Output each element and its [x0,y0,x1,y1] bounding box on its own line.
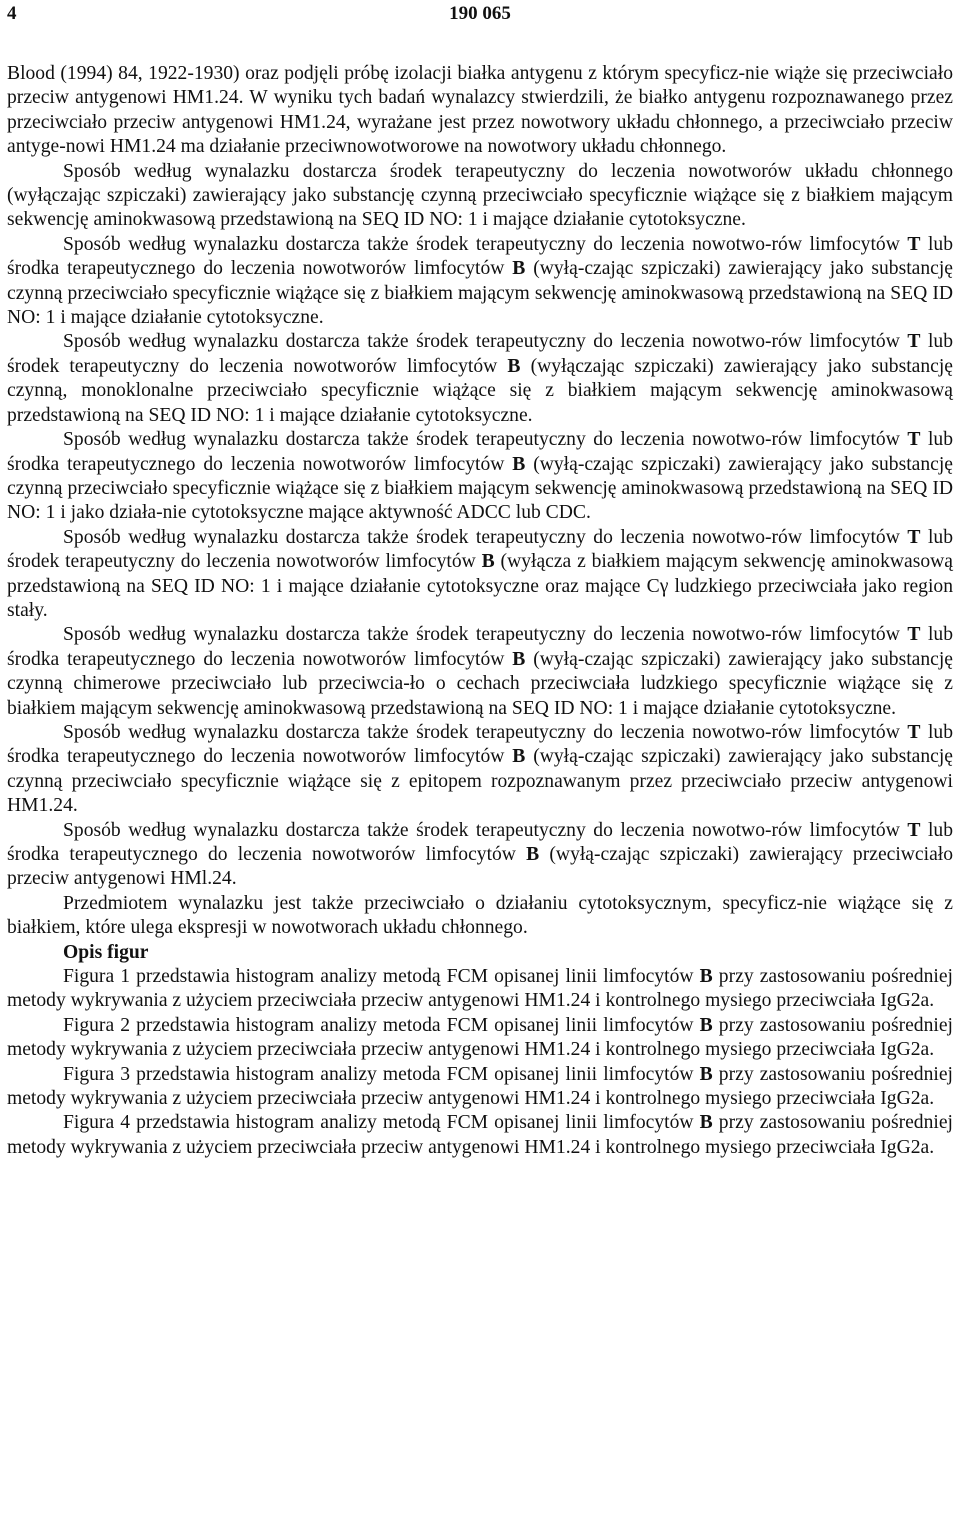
paragraph: Sposób według wynalazku dostarcza także środek terapeutyczny do leczenia nowotwo-rów limfocytów T lub środka terapeutycznego do leczenia nowotworów limfocytów B (wyłą-czając szpiczaki) zawierający jako substancję czynną chimerowe przeciwciało lub przeciwcia-ło o cechach przeciwciała ludzkiego specyficznie wiążące się z białkiem mającym sekwencję aminokwasową przedstawioną na SEQ ID NO: 1 i mające działanie cytotoksyczne. [7,624,954,719]
document-body [7,62,953,1160]
paragraph: Sposób według wynalazku dostarcza także środek terapeutyczny do leczenia nowotwo-rów limfocytów T lub środek terapeutyczny do leczenia nowotworów limfocytów B (wyłącza z białkiem mającym sekwencję aminokwasową przedstawioną na SEQ ID NO: 1 i mające działanie cytotoksyczne oraz mające Cγ ludzkiego przeciwciała jako region stały. [7,526,954,621]
page-header [7,0,953,30]
figure-description: Figura 1 przedstawia histogram analizy metodą FCM opisanej linii limfocytów B przy zastosowaniu pośredniej metody wykrywania z użyciem przeciwciała przeciw antygenowi HM1.24 i kontrolnego mysiego przeciwciała IgG2a. [7,966,953,1012]
figure-description: Figura 2 przedstawia histogram analizy metoda FCM opisanej linii limfocytów B przy zastosowaniu pośredniej metody wykrywania z użyciem przeciwciała przeciw antygenowi HM1.24 i kontrolnego mysiego przeciwciała IgG2a. [7,1014,953,1061]
paragraph: Sposób według wynalazku dostarcza także środek terapeutyczny do leczenia nowotwo-rów limfocytów T lub środka terapeutycznego do leczenia nowotworów limfocytów B (wyłą-czając szpiczaki) zawierający jako substancję czynną przeciwciało specyficznie wiążące się z białkiem mającym sekwencję aminokwasową przedstawioną na SEQ ID NO: 1 i jako działa-nie cytotoksyczne mające aktywność ADCC lub CDC. [7,429,954,524]
document-page [7,0,954,1158]
paragraph: Blood (1994) 84, 1922-1930) oraz podjęli próbę izolacji białka antygenu z którym specyficz-nie wiąże się przeciwciało przeciw antygenowi HM1.24. W wyniku tych badań wynalazcy stwierdzili, że białko antygenu rozpoznawanego przez przeciwciało przeciw antygenowi HM1.24, wyrażane jest przez nowotwory układu chłonnego, a przeciwciało przeciw antyge-nowi HM1.24 ma działanie przeciwnowotworowe na nowotwory układu chłonnego. [7,63,953,158]
paragraph: Sposób według wynalazku dostarcza środek terapeutyczny do leczenia nowotworów układu chłonnego (wyłączając szpiczaki) zawierający jako substancję czynną przeciwciało specyficznie wiążące się z białkiem mającym sekwencję aminokwasową przedstawioną na SEQ ID NO: 1 i mające działanie cytotoksyczne. [7,160,953,231]
figure-description: Figura 3 przedstawia histogram analizy metoda FCM opisanej linii limfocytów B przy zastosowaniu pośredniej metody wykrywania z użyciem przeciwciała przeciw antygenowi HM1.24 i kontrolnego mysiego przeciwciała IgG2a. [7,1063,953,1110]
paragraph: Sposób według wynalazku dostarcza także środek terapeutyczny do leczenia nowotwo-rów limfocytów T lub środka terapeutycznego do leczenia nowotworów limfocytów B (wyłą-czając szpiczaki) zawierający przeciwciało przeciw antygenowi HMl.24. [7,819,954,890]
figure-description: Figura 4 przedstawia histogram analizy metodą FCM opisanej linii limfocytów B przy zastosowaniu pośredniej metody wykrywania z użyciem przeciwciała przeciw antygenowi HM1.24 i kontrolnego mysiego przeciwciała IgG2a. [7,1112,953,1158]
paragraph: Sposób według wynalazku dostarcza także środek terapeutyczny do leczenia nowotwo-rów limfocytów T lub środka terapeutycznego do leczenia nowotworów limfocytów B (wyłą-czając szpiczaki) zawierający jako substancję czynną przeciwciało specyficznie wiążące się z epitopem rozpoznawanym przez przeciwciało przeciw antygenowi HM1.24. [7,721,954,817]
document-number: 190 065 [449,3,511,24]
paragraph: Sposób według wynalazku dostarcza także środek terapeutyczny do leczenia nowotwo-rów limfocytów T lub środka terapeutycznego do leczenia nowotworów limfocytów B (wyłą-czając szpiczaki) zawierający jako substancję czynną przeciwciało specyficznie wiążące się z białkiem mającym sekwencję aminokwasową przedstawioną na SEQ ID NO: 1 i mające działanie cytotoksyczne. [7,233,954,329]
paragraph: Sposób według wynalazku dostarcza także środek terapeutyczny do leczenia nowotwo-rów limfocytów T lub środek terapeutyczny do leczenia nowotworów limfocytów B (wyłączając szpiczaki) zawierający jako substancję czynną, monoklonalne przeciwciało specyficznie wiążące się z białkiem mającym sekwencję aminokwasową przedstawioną na SEQ ID NO: 1 i mające działanie cytotoksyczne. [7,331,954,426]
page-number: 4 [7,3,17,24]
section-heading: Opis figur [63,941,149,963]
paragraph: Przedmiotem wynalazku jest także przeciwciało o działaniu cytotoksycznym, specyficz-nie wiążące się z białkiem, które ulega ekspresji w nowotworach układu chłonnego. [7,892,953,939]
